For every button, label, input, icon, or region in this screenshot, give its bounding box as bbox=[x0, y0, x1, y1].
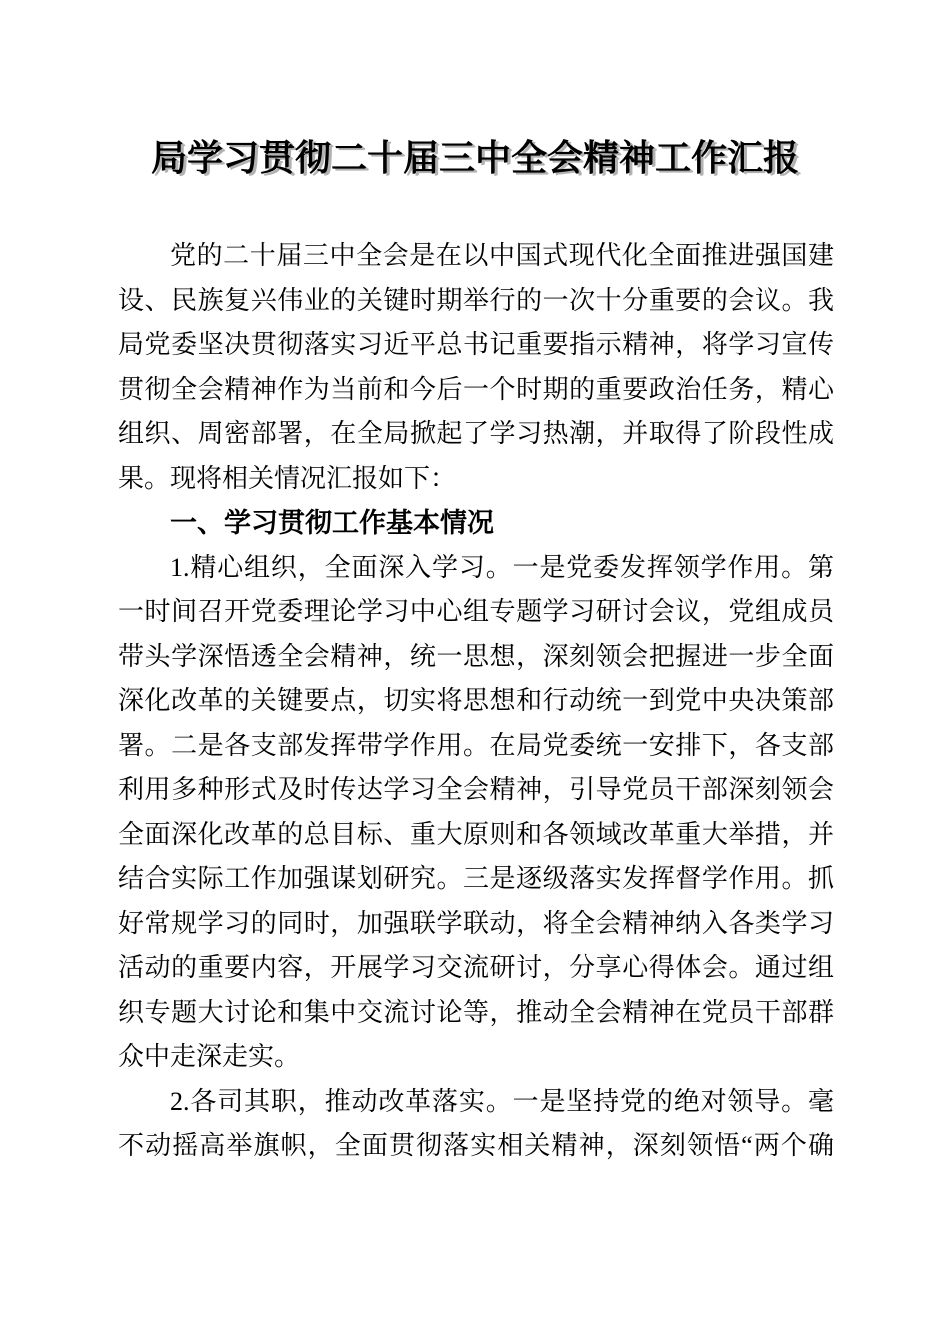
text-line: 好常规学习的同时，加强联学联动，将全会精神纳入各类学习 bbox=[118, 908, 834, 938]
text-line: 不动摇高举旗帜，全面贯彻落实相关精神，深刻领悟“两个确 bbox=[118, 1131, 834, 1160]
text-line: 署。二是各支部发挥带学作用。在局党委统一安排下，各支部 bbox=[118, 730, 834, 760]
text-line: 众中走深走实。 bbox=[118, 1042, 301, 1071]
text-line: 活动的重要内容，开展学习交流研讨，分享心得体会。通过组 bbox=[118, 953, 834, 982]
text-line: 2.各司其职，推动改革落实。一是坚持党的绝对领导。毫 bbox=[170, 1086, 834, 1116]
document-body bbox=[118, 234, 834, 1169]
text-line: 带头学深悟透全会精神，统一思想，深刻领会把握进一步全面 bbox=[118, 641, 834, 671]
document-title: 局学习贯彻二十届三中全会精神工作汇报 bbox=[150, 138, 799, 178]
text-line: 组织、周密部署，在全局掀起了学习热潮，并取得了阶段性成 bbox=[118, 419, 834, 448]
text-line: 利用多种形式及时传达学习全会精神，引导党员干部深刻领会 bbox=[118, 775, 834, 804]
text-line: 全面深化改革的总目标、重大原则和各领域改革重大举措，并 bbox=[118, 819, 834, 849]
text-line: 一时间召开党委理论学习中心组专题学习研讨会议，党组成员 bbox=[118, 597, 834, 626]
text-line: 设、民族复兴伟业的关键时期举行的一次十分重要的会议。我 bbox=[118, 285, 834, 315]
text-line: 贯彻全会精神作为当前和今后一个时期的重要政治任务，精心 bbox=[118, 374, 834, 404]
text-line: 果。现将相关情况汇报如下： bbox=[118, 463, 457, 493]
text-line: 织专题大讨论和集中交流讨论等，推动全会精神在党员干部群 bbox=[118, 997, 834, 1027]
text-line: 局党委坚决贯彻落实习近平总书记重要指示精神，将学习宣传 bbox=[118, 330, 834, 359]
section-heading: 一、学习贯彻工作基本情况 bbox=[170, 508, 494, 538]
text-line: 党的二十届三中全会是在以中国式现代化全面推进强国建 bbox=[170, 241, 834, 270]
text-line: 深化改革的关键要点，切实将思想和行动统一到党中央决策部 bbox=[118, 686, 834, 715]
text-line: 结合实际工作加强谋划研究。三是逐级落实发挥督学作用。抓 bbox=[118, 864, 834, 893]
text-line: 1.精心组织，全面深入学习。一是党委发挥领学作用。第 bbox=[170, 552, 834, 582]
